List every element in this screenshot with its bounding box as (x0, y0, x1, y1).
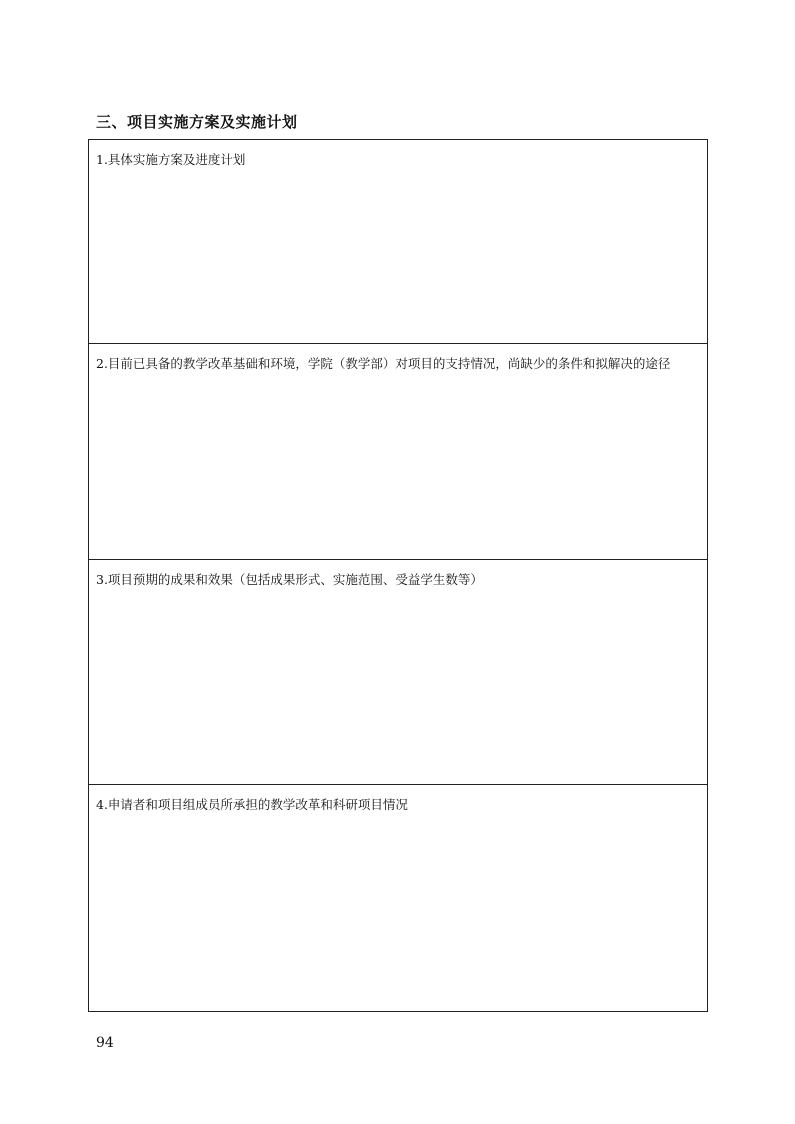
existing-conditions-prompt: 2.目前已具备的教学改革基础和环境，学院（教学部）对项目的支持情况，尚缺少的条件和拟解决的途径 (96, 356, 671, 371)
plan-schedule-cell[interactable] (89, 140, 708, 344)
table-row (89, 140, 708, 344)
team-projects-prompt: 4.申请者和项目组成员所承担的教学改革和科研项目情况 (96, 797, 408, 812)
table-row (89, 560, 708, 785)
expected-outcomes-cell[interactable] (89, 560, 708, 785)
existing-conditions-cell[interactable] (89, 344, 708, 560)
section-title: 三、项目实施方案及实施计划 (96, 113, 298, 131)
expected-outcomes-prompt: 3.项目预期的成果和效果（包括成果形式、实施范围、受益学生数等） (96, 572, 483, 587)
page-number: 94 (96, 1035, 114, 1051)
plan-schedule-prompt: 1.具体实施方案及进度计划 (96, 152, 246, 167)
team-projects-cell[interactable] (89, 785, 708, 1012)
table-row (89, 344, 708, 560)
plan-form-table (88, 139, 708, 1012)
table-row (89, 785, 708, 1012)
